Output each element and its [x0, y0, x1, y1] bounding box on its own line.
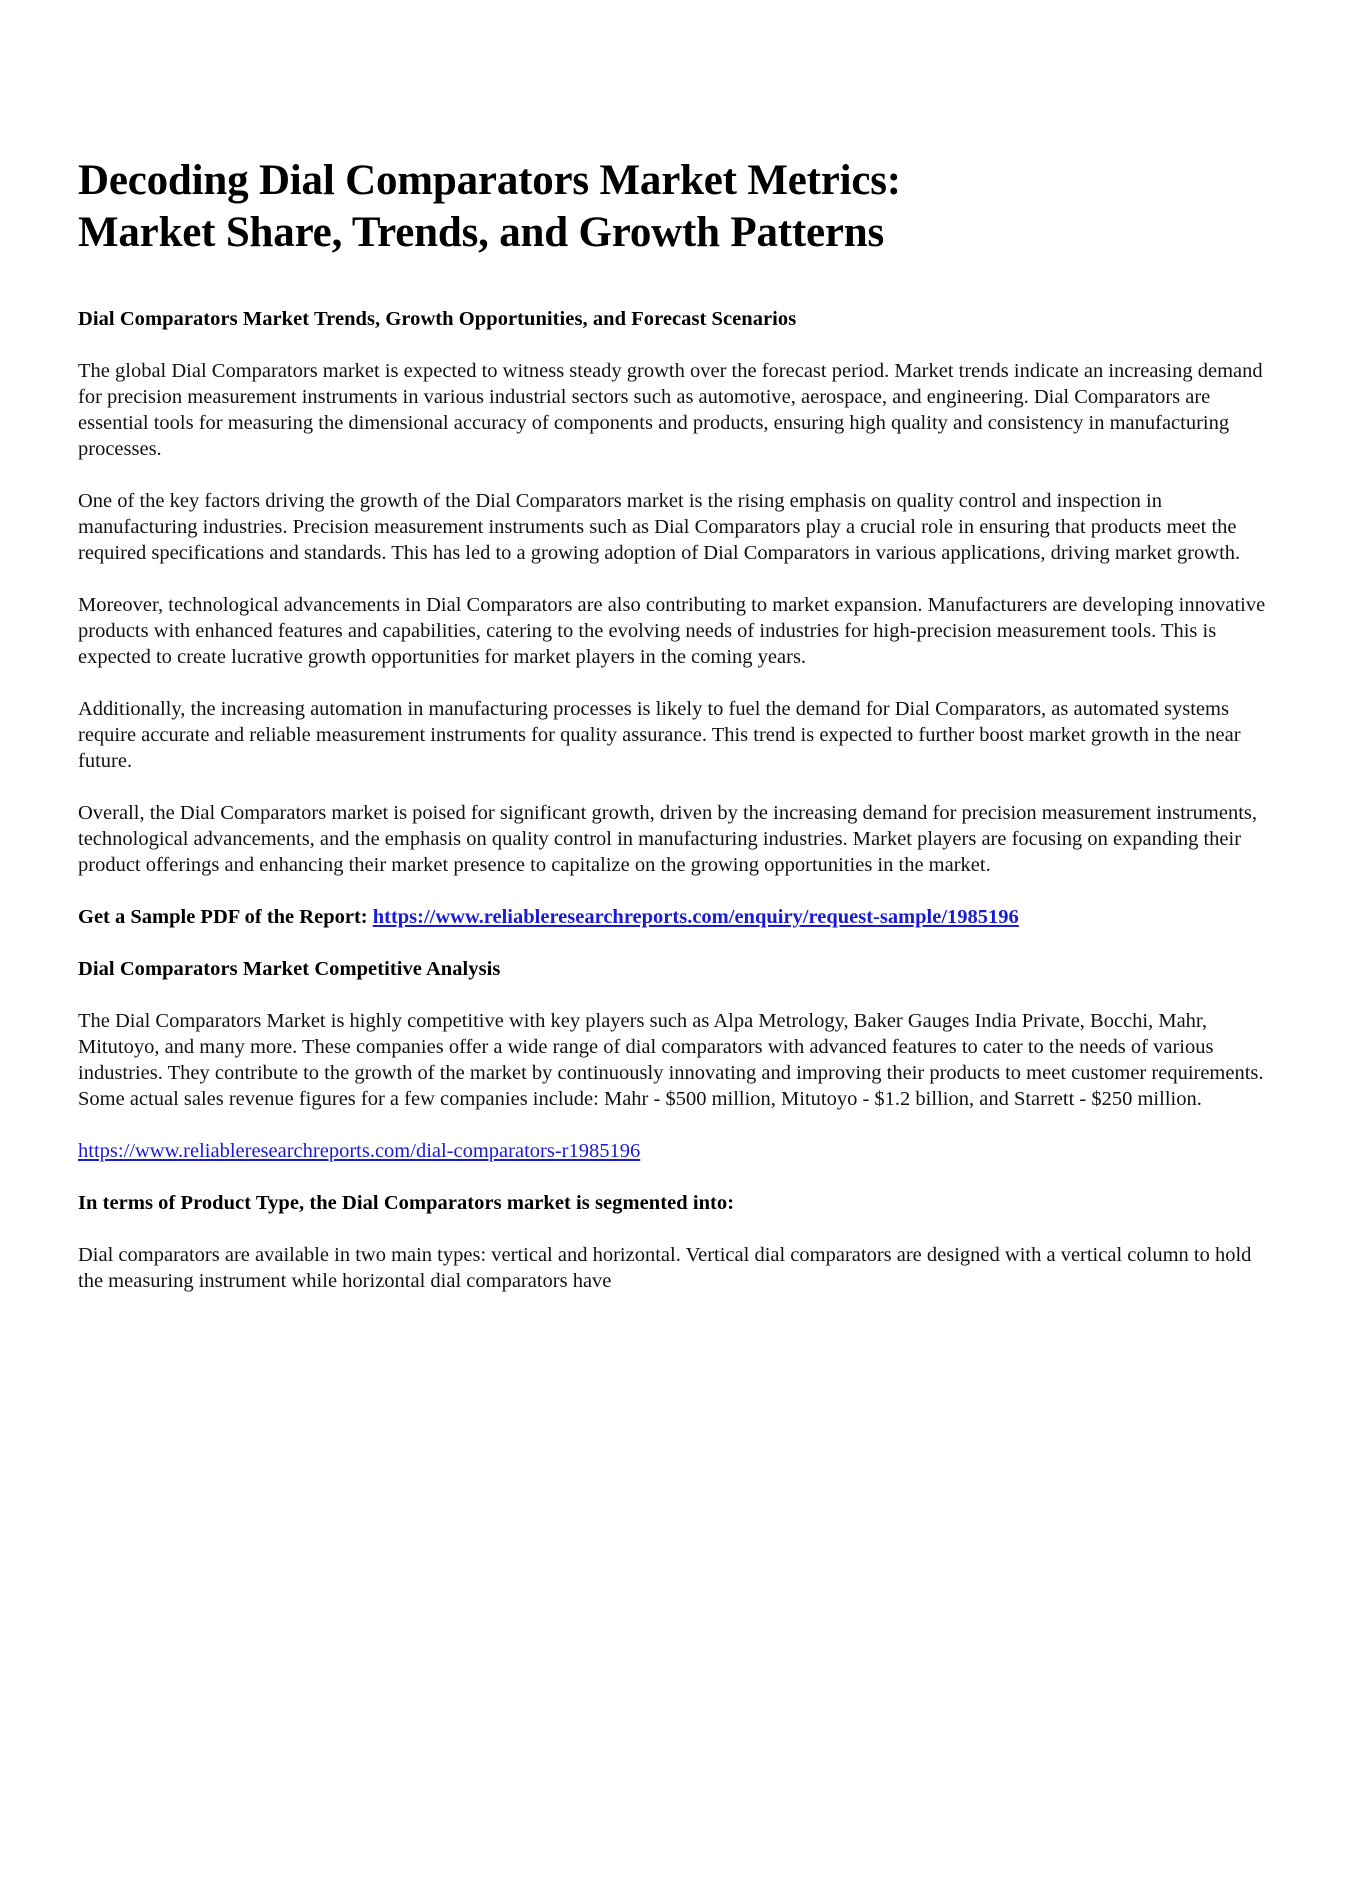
paragraph-product-types: Dial comparators are available in two main types: vertical and horizontal. Vertical dial comparators are designed with a vertical column to hold the measuring instrument while horizontal dial comparators have	[78, 1243, 1252, 1292]
paragraph-technological-advancements: Moreover, technological advancements in Dial Comparators are also contributing to market expansion. Manufacturers are developing innovative products with enhanced features and capabilities, catering to the evolving needs of industries for high-precision measurement tools. This is expected to create lucrative growth opportunities for market players in the coming years.	[78, 593, 1266, 668]
heading-market-trends: Dial Comparators Market Trends, Growth Opportunities, and Forecast Scenarios	[78, 307, 797, 330]
sample-pdf-link[interactable]: https://www.reliableresearchreports.com/enquiry/request-sample/1985196	[372, 906, 1019, 929]
paragraph-competitive-landscape: The Dial Comparators Market is highly competitive with key players such as Alpa Metrology, Baker Gauges India Private, Bocchi, Mahr, Mitutoyo, and many more. These companies offer a wide range of dial comparators with advanced features to cater to the needs of various industries. They contribute to the growth of the market by continuously innovating and improving their products to meet customer requirements. Some actual sales revenue figures for a few companies include: Mahr - $500 million, Mitutoyo - $1.2 billion, and Starrett - $250 million.	[78, 1009, 1264, 1110]
paragraph-automation: Additionally, the increasing automation in manufacturing processes is likely to fuel the demand for Dial Comparators, as automated systems require accurate and reliable measurement instruments for quality assurance. This trend is expected to further boost market growth in the near future.	[78, 697, 1241, 772]
page-title-line-2: Market Share, Trends, and Growth Patterns	[78, 209, 885, 257]
report-link-row	[78, 1138, 1270, 1164]
sample-pdf-label: Get a Sample PDF of the Report:	[78, 906, 368, 929]
report-link[interactable]: https://www.reliableresearchreports.com/dial-comparators-r1985196	[78, 1139, 641, 1162]
page-title	[78, 155, 1208, 260]
paragraph-overall-outlook: Overall, the Dial Comparators market is poised for significant growth, driven by the increasing demand for precision measurement instruments, technological advancements, and the emphasis on quality control in manufacturing industries. Market players are focusing on expanding their product offerings and enhancing their market presence to capitalize on the growing opportunities in the market.	[78, 801, 1258, 877]
page-title-line-1: Decoding Dial Comparators Market Metrics:	[78, 157, 901, 204]
paragraph-market-overview: The global Dial Comparators market is expected to witness steady growth over the forecast period. Market trends indicate an increasing demand for precision measurement instruments in various industrial sectors such as automotive, aerospace, and engineering. Dial Comparators are essential tools for measuring the dimensional accuracy of components and products, ensuring high quality and consistency in manufacturing processes.	[78, 359, 1263, 460]
paragraph-growth-drivers: One of the key factors driving the growth of the Dial Comparators market is the rising emphasis on quality control and inspection in manufacturing industries. Precision measurement instruments such as Dial Comparators play a crucial role in ensuring that products meet the required specifications and standards. This has led to a growing adoption of Dial Comparators in various applications, driving market growth.	[78, 489, 1241, 564]
heading-competitive-analysis: Dial Comparators Market Competitive Analysis	[78, 958, 501, 981]
sample-pdf-callout	[78, 904, 1270, 930]
heading-product-type: In terms of Product Type, the Dial Comparators market is segmented into:	[78, 1191, 735, 1214]
